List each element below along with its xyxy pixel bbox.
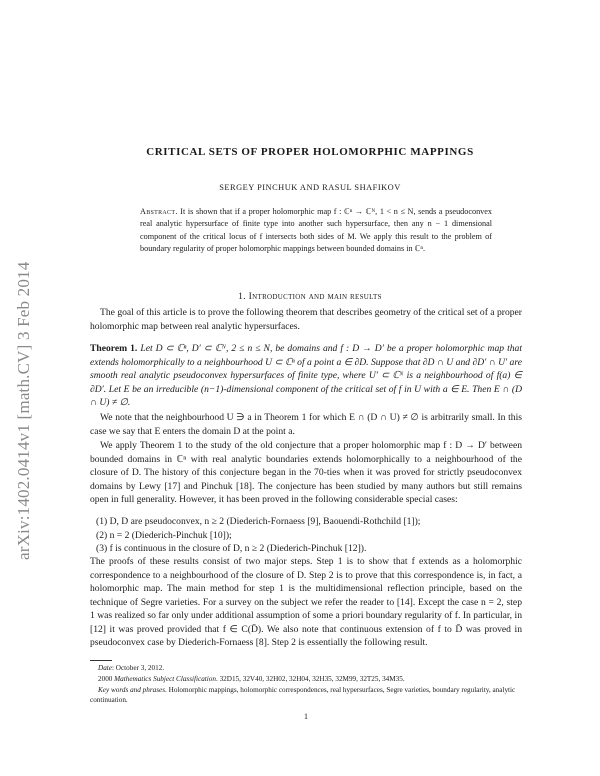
arxiv-identifier-stamp: arXiv:1402.0414v1 [math.CV] 3 Feb 2014 — [14, 261, 33, 560]
paper-title: CRITICAL SETS OF PROPER HOLOMORPHIC MAPPINGS — [146, 146, 474, 158]
list-item: (3) f is continuous in the closure of D, n ≥ 2 (Diederich-Pinchuk [12]). — [96, 543, 367, 555]
footnote-msc — [90, 674, 522, 685]
date-label: Date — [98, 664, 112, 672]
footnote-keywords — [90, 685, 522, 707]
theorem-1 — [90, 342, 522, 410]
paragraph-2: We note that the neighbourhood U ∋ a in Theorem 1 for which E ∩ (D ∩ U) ≠ ∅ is arbitrarily small. In this case we say that E enters the domain D at the point a. — [90, 412, 522, 437]
msc-year: 2000 — [98, 674, 113, 683]
list-item: (2) n = 2 (Diederich-Pinchuk [10]); — [96, 529, 232, 541]
abstract — [140, 206, 492, 255]
theorem-statement: Let D ⊂ ℂⁿ, D′ ⊂ ℂᴺ, 2 ≤ n ≤ N, be domains and f : D → D′ be a proper holomorphic map that extends holomorphically to a neighbourhood U ⊂ ℂⁿ of a point a ∈ ∂D. Suppose that ∂D ∩ U and ∂D′ ∩ U′ are smooth real analytic pseudoconvex hypersurfaces of finite type, where U′ ⊂ ℂᴺ is a neighbourhood of f(a) ∈ ∂D′. Let E be an irreducible (n−1)-dimensional component of the critical set of f in U with a ∈ E. Then E ∩ (D ∩ U) ≠ ∅. — [90, 343, 522, 409]
keywords-label: Key words and phrases — [98, 685, 166, 694]
msc-label: Mathematics Subject Classification — [114, 674, 216, 683]
date-value: : October 3, 2012. — [111, 664, 165, 672]
paragraph-4: The proofs of these results consist of two major steps. Step 1 is to show that f extends as a holomorphic correspondence to a neighbourhood of the closure of D. Step 2 is to prove that this correspondence is, in fact, a holomorphic map. The main method for step 1 is the multidimensional reflection principle, based on the technique of Segre varieties. For a survey on the subject we refer the reader to [14]. Except the case n = 2, step 1 was realized so far only under additional assumption of some a priori boundary regularity of f. In particular, in [12] it was proved provided that f ∈ C(D̄). We also note that continuous extension of f to D̄ was proved in pseudoconvex case by Diederich-Fornaess [8]. Step 2 is essentially the following result. — [90, 556, 522, 649]
list-item: (1) D, D are pseudoconvex, n ≥ 2 (Diederich-Fornaess [9], Baouendi-Rothchild [1]); — [96, 516, 421, 527]
abstract-label: Abstract. — [140, 207, 178, 216]
keywords-value: . Holomorphic mappings, holomorphic correspondences, real hypersurfaces, Segre varieties, boundary regularity, analytic continuation. — [90, 685, 516, 705]
paper-authors: SERGEY PINCHUK AND RASUL SHAFIKOV — [219, 183, 401, 192]
msc-value: . 32D15, 32V40, 32H02, 32H04, 32H35, 32M99, 32T25, 34M35. — [215, 674, 405, 683]
footnote-date — [90, 663, 522, 674]
page-number: 1 — [304, 712, 308, 721]
footnotes — [90, 663, 522, 706]
paragraph-3: We apply Theorem 1 to the study of the old conjecture that a proper holomorphic map f : D → D′ between bounded domains in ℂⁿ with real analytic boundaries extends holomorphically to a neighbourhood of the closure of D. The history of this conjecture began in the 70-ties when it was proved for strictly pseudoconvex domains by Lewy [17] and Pinchuk [18]. The conjecture has been studied by many authors but still remains open in full generality. However, it has been proved in the following considerable special cases: — [90, 440, 522, 506]
intro-paragraph: The goal of this article is to prove the following theorem that describes geometry of the critical set of a proper holomorphic map between real analytic hypersurfaces. — [90, 307, 522, 332]
abstract-text: It is shown that if a proper holomorphic map f : ℂⁿ → ℂᴺ, 1 < n ≤ N, sends a pseudoconvex real analytic hypersurface of finite type into another such hypersurface, then any n − 1 dimensional component of the critical locus of f intersects both sides of M. We apply this result to the problem of boundary regularity of proper holomorphic mappings between bounded domains in ℂⁿ. — [140, 207, 492, 253]
footnote-divider — [90, 660, 112, 661]
special-cases-list — [90, 515, 522, 556]
section-heading: 1. Introduction and main results — [238, 291, 382, 302]
theorem-heading: Theorem 1. — [90, 343, 138, 354]
